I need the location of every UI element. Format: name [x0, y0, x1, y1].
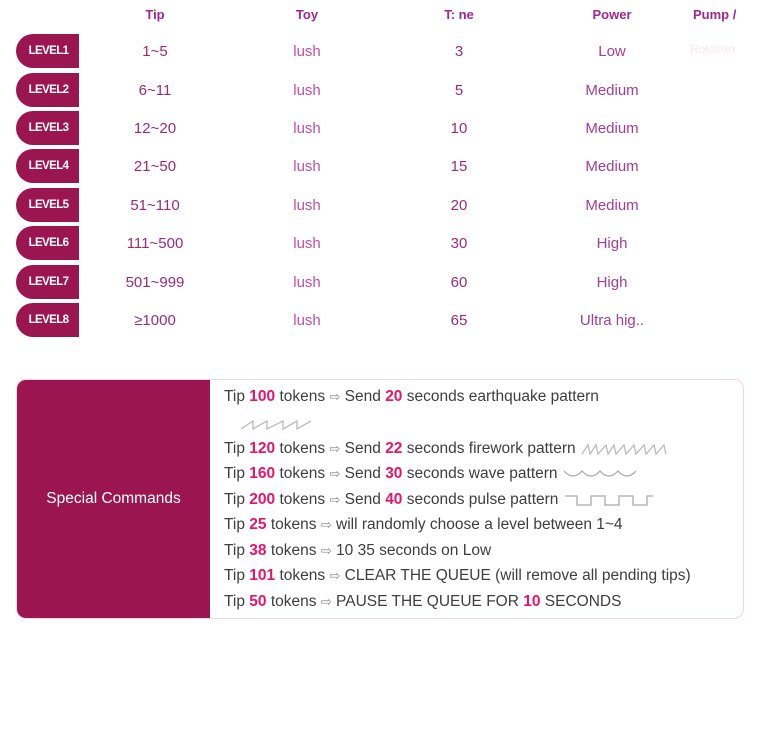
command-line [224, 567, 691, 585]
table-row [0, 73, 760, 107]
toy-name: lush [293, 43, 321, 60]
cmd-tip: Tip [224, 567, 245, 584]
command-line [224, 491, 655, 509]
command-line [224, 516, 623, 534]
toy-name: lush [293, 120, 321, 137]
pulse-pattern-icon [563, 493, 655, 507]
toy-name: lush [293, 312, 321, 329]
table-row [0, 265, 760, 299]
cmd-text: PAUSE THE QUEUE FOR [336, 593, 519, 610]
cmd-send: Send [344, 440, 381, 457]
power-value: Low [598, 43, 626, 60]
cmd-tokens-word: tokens [279, 567, 326, 584]
power-value: High [596, 235, 628, 252]
cmd-tokens-word: tokens [270, 593, 317, 610]
cmd-tokens-word: tokens [270, 516, 317, 533]
table-header [0, 0, 760, 30]
tip-range: 1~5 [142, 43, 168, 60]
level-badge: LEVEL3 [16, 111, 79, 145]
time-value: 30 [450, 235, 468, 252]
power-value: Ultra hig.. [579, 312, 645, 329]
earthquake-pattern-icon [239, 417, 315, 431]
cmd-tokens-amount: 100 [249, 388, 276, 405]
level-badge: LEVEL7 [16, 265, 79, 299]
cmd-tip: Tip [224, 465, 245, 482]
special-commands-label: Special Commands [17, 380, 210, 618]
table-row [0, 303, 760, 337]
level-badge: LEVEL1 [16, 34, 79, 68]
command-line [224, 465, 644, 483]
special-commands-panel [16, 379, 744, 619]
cmd-send: Send [344, 388, 381, 405]
power-value: Medium [585, 120, 639, 137]
cmd-seconds-amount: 10 [523, 593, 541, 610]
cmd-tokens-amount: 101 [249, 567, 276, 584]
tip-range: ≥1000 [134, 312, 176, 329]
level-badge: LEVEL6 [16, 226, 79, 260]
arrow-icon: ⇨ [329, 466, 341, 481]
cmd-send: Send [344, 491, 381, 508]
cmd-text-end: SECONDS [544, 593, 622, 610]
cmd-text: CLEAR THE QUEUE (will remove all pending tips) [344, 567, 691, 584]
cmd-send: Send [344, 465, 381, 482]
cmd-text: will randomly choose a level between 1~4 [336, 516, 623, 533]
cmd-tokens-word: tokens [270, 542, 317, 559]
command-line [224, 388, 599, 406]
arrow-icon: ⇨ [329, 492, 341, 507]
cmd-tokens-amount: 120 [249, 440, 276, 457]
time-value: 20 [450, 197, 468, 214]
cmd-tip: Tip [224, 542, 245, 559]
cmd-tip: Tip [224, 440, 245, 457]
table-row [0, 149, 760, 183]
tip-range: 12~20 [133, 120, 177, 137]
cmd-tokens-amount: 160 [249, 465, 276, 482]
time-value: 65 [450, 312, 468, 329]
time-value: 3 [454, 43, 464, 60]
header-toy: Toy [295, 7, 319, 22]
level-badge: LEVEL5 [16, 188, 79, 222]
level-badge: LEVEL2 [16, 73, 79, 107]
header-rotation: Rotation [690, 42, 735, 56]
cmd-tokens-word: tokens [279, 491, 326, 508]
cmd-text: seconds wave pattern [406, 465, 558, 482]
tip-range: 51~110 [130, 197, 180, 214]
power-value: Medium [585, 82, 639, 99]
wave-pattern-icon [562, 467, 644, 481]
cmd-text: seconds firework pattern [406, 440, 576, 457]
tip-range: 501~999 [125, 274, 185, 291]
time-value: 5 [454, 82, 464, 99]
power-value: Medium [585, 197, 639, 214]
toy-name: lush [293, 274, 321, 291]
tip-range: 6~11 [138, 82, 172, 99]
table-row [0, 34, 760, 68]
command-line [224, 440, 668, 458]
cmd-tokens-word: tokens [279, 388, 326, 405]
time-value: 15 [450, 158, 468, 175]
cmd-tokens-amount: 200 [249, 491, 276, 508]
arrow-icon: ⇨ [329, 568, 341, 583]
cmd-tokens-amount: 38 [249, 542, 267, 559]
toy-name: lush [293, 82, 321, 99]
cmd-seconds-amount: 30 [385, 465, 403, 482]
level-badge: LEVEL4 [16, 149, 79, 183]
toy-name: lush [293, 197, 321, 214]
cmd-tip: Tip [224, 516, 245, 533]
cmd-seconds-amount: 22 [385, 440, 403, 457]
toy-name: lush [293, 235, 321, 252]
tip-range: 21~50 [133, 158, 177, 175]
arrow-icon: ⇨ [320, 594, 332, 609]
table-row [0, 188, 760, 222]
header-tip: Tip [145, 7, 165, 22]
arrow-icon: ⇨ [329, 441, 341, 456]
cmd-text: seconds earthquake pattern [406, 388, 599, 405]
cmd-tokens-amount: 50 [249, 593, 267, 610]
arrow-icon: ⇨ [329, 389, 341, 404]
table-row [0, 226, 760, 260]
level-badge: LEVEL8 [16, 303, 79, 337]
cmd-tip: Tip [224, 388, 245, 405]
cmd-text: 10 35 seconds on Low [336, 542, 492, 559]
header-time: T: ne [444, 7, 474, 22]
power-value: Medium [585, 158, 639, 175]
cmd-tip: Tip [224, 491, 245, 508]
cmd-tokens-amount: 25 [249, 516, 267, 533]
table-row [0, 111, 760, 145]
header-power: Power [592, 7, 632, 22]
arrow-icon: ⇨ [320, 543, 332, 558]
time-value: 60 [450, 274, 468, 291]
cmd-text: seconds pulse pattern [406, 491, 559, 508]
power-value: High [596, 274, 628, 291]
cmd-seconds-amount: 20 [385, 388, 403, 405]
cmd-tip: Tip [224, 593, 245, 610]
fireworks-pattern-icon [580, 442, 668, 456]
command-line [224, 542, 491, 560]
cmd-seconds-amount: 40 [385, 491, 403, 508]
toy-name: lush [293, 158, 321, 175]
arrow-icon: ⇨ [320, 517, 332, 532]
time-value: 10 [450, 120, 468, 137]
cmd-tokens-word: tokens [279, 465, 326, 482]
command-line [224, 593, 621, 611]
tip-range: 111~500 [126, 235, 184, 252]
cmd-tokens-word: tokens [279, 440, 326, 457]
header-pump: Pump / [693, 7, 737, 22]
